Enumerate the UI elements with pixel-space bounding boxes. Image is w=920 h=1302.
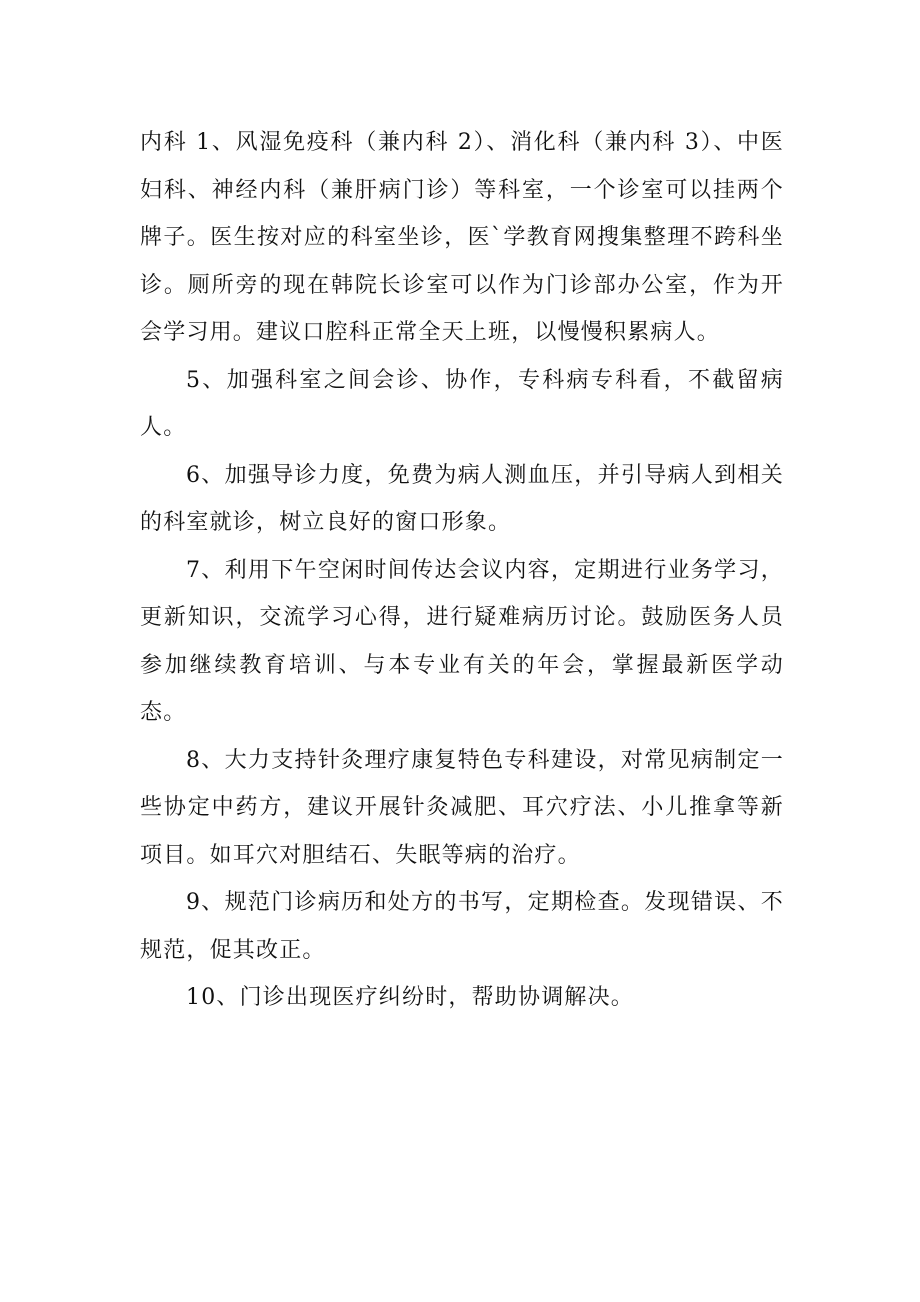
- paragraph-continued: 内科 1、风湿免疫科（兼内科 2）、消化科（兼内科 3）、中医妇科、神经内科（兼肝病门诊）等科室，一个诊室可以挂两个牌子。医生按对应的科室坐诊，医`学教育网搜集整理不跨科坐诊。厕所旁的现在韩院长诊室可以作为门诊部办公室，作为开会学习用。建议口腔科正常全天上班，以慢慢积累病人。: [140, 130, 784, 345]
- paragraph-item-5: 5、加强科室之间会诊、协作，专科病专科看，不截留病人。: [140, 367, 784, 440]
- paragraph-item-9: 9、规范门诊病历和处方的书写，定期检查。发现错误、不规范，促其改正。: [140, 890, 784, 963]
- paragraph-item-7: 7、利用下午空闲时间传达会议内容，定期进行业务学习，更新知识，交流学习心得，进行疑难病历讨论。鼓励医务人员参加继续教育培训、与本专业有关的年会，掌握最新医学动态。: [140, 557, 784, 725]
- paragraph-item-8: 8、大力支持针灸理疗康复特色专科建设，对常见病制定一些协定中药方，建议开展针灸减肥、耳穴疗法、小儿推拿等新项目。如耳穴对胆结石、失眠等病的治疗。: [140, 747, 784, 868]
- document-body: [140, 119, 784, 1022]
- paragraph-item-6: 6、加强导诊力度，免费为病人测血压，并引导病人到相关的科室就诊，树立良好的窗口形象。: [140, 462, 784, 535]
- paragraph-item-10: 10、门诊出现医疗纠纷时，帮助协调解决。: [186, 985, 634, 1010]
